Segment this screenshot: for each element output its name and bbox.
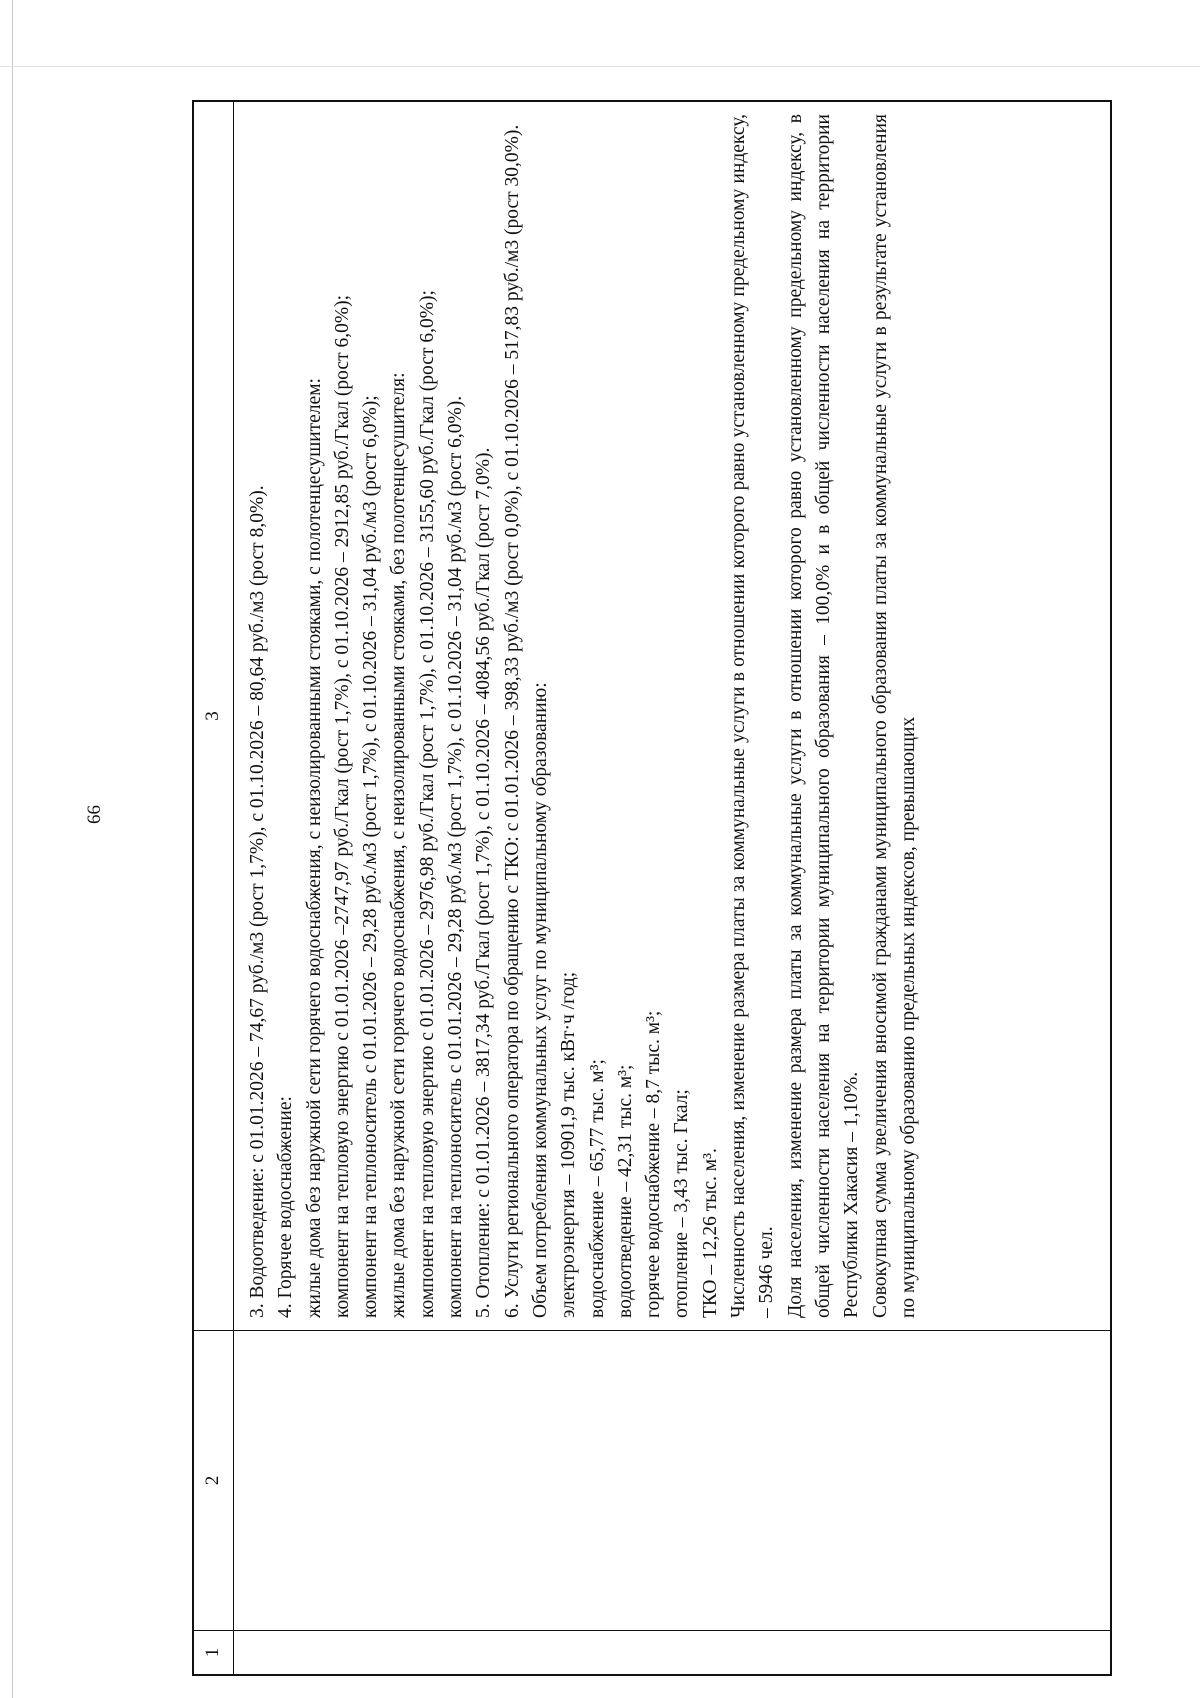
table-column-2 xyxy=(194,1330,1110,1630)
column-header-1: 1 xyxy=(194,1631,234,1674)
table-cell xyxy=(234,1331,1110,1630)
text-line: 5. Отопление: с 01.01.2026 – 3817,34 руб./Гкал (рост 1,7%), с 01.10.2026 – 4084,56 руб./Гкал (рост 7,0%). xyxy=(473,447,495,1318)
text-line: компонент на теплоноситель с 01.01.2026 – 29,28 руб./м3 (рост 1,7%), с 01.10.2026 – 31,04 руб./м3 (рост 6,0%). xyxy=(445,395,467,1318)
text-line: ТКО – 12,26 тыс. м³. xyxy=(699,1148,721,1318)
text-line: компонент на теплоноситель с 01.01.2026 – 29,28 руб./м3 (рост 1,7%), с 01.10.2026 – 31,04 руб./м3 (рост 6,0%); xyxy=(360,395,382,1318)
text-line: 3. Водоотведение: с 01.01.2026 – 74,67 руб./м3 (рост 1,7%), с 01.10.2026 – 80,64 руб./м3 (рост 8,0%). xyxy=(247,485,268,1318)
text-line: горячее водоснабжение – 8,7 тыс. м³; xyxy=(643,1010,665,1318)
table-column-3 xyxy=(194,102,1110,1330)
text-line: водоотведение – 42,31 тыс. м³; xyxy=(614,1064,636,1318)
table-cell xyxy=(234,1631,1110,1674)
tariff-table xyxy=(192,100,1112,1676)
text-line: Численность населения, изменение размера платы за коммунальные услуги в отношении которого равно установленному предельному индексу, – 5946 чел. xyxy=(728,114,778,1318)
column-header-2: 2 xyxy=(194,1331,234,1630)
text-line: Совокупная сумма увеличения вносимой гражданами муниципального образования платы за коммунальные услуги в результате установления по муниципальному образованию предельных индексов, превышающих xyxy=(869,114,919,1318)
text-line: отопление – 3,43 тыс. Гкал; xyxy=(671,1089,693,1318)
text-line: жилые дома без наружной сети горячего водоснабжения, с неизолированными стояками, с полотенцесушителем: xyxy=(303,378,325,1318)
table-cell-content xyxy=(234,102,1110,1330)
column-header-3: 3 xyxy=(194,102,234,1330)
table-column-1 xyxy=(194,1630,1110,1674)
text-line: водоснабжение – 65,77 тыс. м³; xyxy=(586,1059,608,1318)
text-line: компонент на тепловую энергию с 01.01.2026 – 2976,98 руб./Гкал (рост 1,7%), с 01.10.2026 – 3155,60 руб./Гкал (рост 6,0%); xyxy=(416,290,438,1318)
scan-edge xyxy=(12,0,13,1698)
text-line: компонент на тепловую энергию с 01.01.2026 –2747,97 руб./Гкал (рост 1,7%), с 01.10.2026 – 2912,85 руб./Гкал (рост 6,0%); xyxy=(331,295,353,1318)
page-number: 66 xyxy=(84,805,105,824)
text-line: 4. Горячее водоснабжение: xyxy=(275,1096,297,1318)
text-line: жилые дома без наружной сети горячего водоснабжения, с неизолированными стояками, без полотенцесушителя: xyxy=(388,372,410,1318)
text-line: Объем потребления коммунальных услуг по муниципальному образованию: xyxy=(529,682,551,1318)
scan-edge xyxy=(0,66,1200,67)
text-line: электроэнергия – 10901,9 тыс. кВт·ч /год; xyxy=(558,971,580,1318)
text-line: Доля населения, изменение размера платы за коммунальные услуги в отношении которого равно установленному предельному индексу, в общей численности населения на территории муниципального образования – 100,0% и в общей численности населения на территории Республики Хакасия – 1,10%. xyxy=(784,114,863,1318)
text-line: 6. Услуги регионального оператора по обращению с ТКО: с 01.01.2026 – 398,33 руб./м3 (рост 0,0%), с 01.10.2026 – 517,83 руб./м3 (рост 30,0%). xyxy=(501,124,523,1318)
